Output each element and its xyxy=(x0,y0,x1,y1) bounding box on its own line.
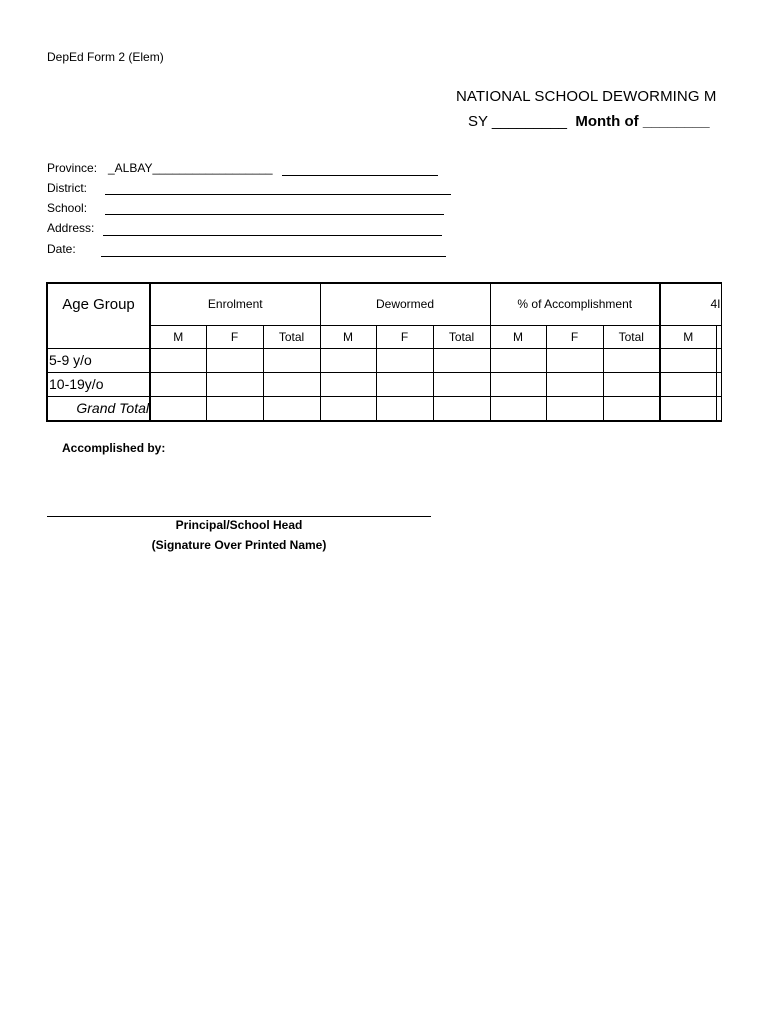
row-label-grand-total: Grand Total xyxy=(47,396,150,421)
table-cell xyxy=(660,372,716,396)
signature-role: Principal/School Head xyxy=(175,518,303,532)
table-cell xyxy=(660,396,716,421)
date-label: Date: xyxy=(47,242,76,256)
table-row xyxy=(47,396,721,421)
table-cell xyxy=(263,396,320,421)
table-cell xyxy=(716,348,721,372)
table-cell xyxy=(716,372,721,396)
table-cell xyxy=(490,396,546,421)
table-cell xyxy=(603,372,660,396)
accomplishment-total-header: Total xyxy=(603,325,660,348)
school-year: SY _________ xyxy=(468,113,567,130)
table-cell xyxy=(433,396,490,421)
province-line xyxy=(282,175,438,176)
table-cell xyxy=(150,372,206,396)
table-cell xyxy=(433,372,490,396)
table-cell xyxy=(490,348,546,372)
table-cell xyxy=(603,348,660,372)
table-cell xyxy=(433,348,490,372)
document-subtitle xyxy=(468,113,710,130)
dewormed-total-header: Total xyxy=(433,325,490,348)
table-cell xyxy=(376,396,433,421)
enrolment-f-header: F xyxy=(206,325,263,348)
school-label: School: xyxy=(47,201,88,215)
table-cell xyxy=(376,348,433,372)
row-label-10-19: 10-19y/o xyxy=(47,372,150,396)
school-line xyxy=(105,214,444,215)
accomplishment-f-header: F xyxy=(546,325,603,348)
address-line xyxy=(103,235,442,236)
table-cell xyxy=(263,348,320,372)
signature-note: (Signature Over Printed Name) xyxy=(151,538,327,552)
accomplishment-m-header: M xyxy=(490,325,546,348)
table-cell xyxy=(150,396,206,421)
table-cell xyxy=(320,348,376,372)
table-cell xyxy=(546,348,603,372)
table-cell xyxy=(206,396,263,421)
table-cell xyxy=(490,372,546,396)
month-of: Month of ________ xyxy=(575,113,710,130)
dewormed-m-header: M xyxy=(320,325,376,348)
table-row xyxy=(47,372,721,396)
dewormed-f-header: F xyxy=(376,325,433,348)
row-label-5-9: 5-9 y/o xyxy=(47,348,150,372)
province-value: _ALBAY__________________ xyxy=(108,161,273,175)
table-cell xyxy=(546,372,603,396)
form-code: DepEd Form 2 (Elem) xyxy=(47,50,164,64)
fourth-f-header-partial xyxy=(716,325,721,348)
table-cell xyxy=(546,396,603,421)
table-cell xyxy=(320,372,376,396)
accomplishment-header: % of Accomplishment xyxy=(490,283,660,325)
table-cell xyxy=(150,348,206,372)
address-label: Address: xyxy=(47,221,95,235)
enrolment-total-header: Total xyxy=(263,325,320,348)
table-row xyxy=(47,348,721,372)
table-cell xyxy=(603,396,660,421)
date-line xyxy=(101,256,446,257)
document-title: NATIONAL SCHOOL DEWORMING M xyxy=(456,88,717,105)
table-cell xyxy=(660,348,716,372)
table-cell xyxy=(263,372,320,396)
enrolment-m-header: M xyxy=(150,325,206,348)
table-cell xyxy=(716,396,721,421)
table-cell xyxy=(320,396,376,421)
accomplished-by-label: Accomplished by: xyxy=(62,441,166,455)
fourth-m-header: M xyxy=(660,325,716,348)
district-line xyxy=(105,194,451,195)
signature-line xyxy=(47,516,431,517)
province-label: Province: xyxy=(47,161,98,175)
deworming-table xyxy=(46,282,722,422)
enrolment-header: Enrolment xyxy=(150,283,320,325)
dewormed-header: Dewormed xyxy=(320,283,490,325)
table-cell xyxy=(206,348,263,372)
district-label: District: xyxy=(47,181,87,195)
age-group-header: Age Group xyxy=(47,283,150,348)
table-cell xyxy=(206,372,263,396)
table-cell xyxy=(376,372,433,396)
fourth-group-header: 4I xyxy=(660,283,721,325)
